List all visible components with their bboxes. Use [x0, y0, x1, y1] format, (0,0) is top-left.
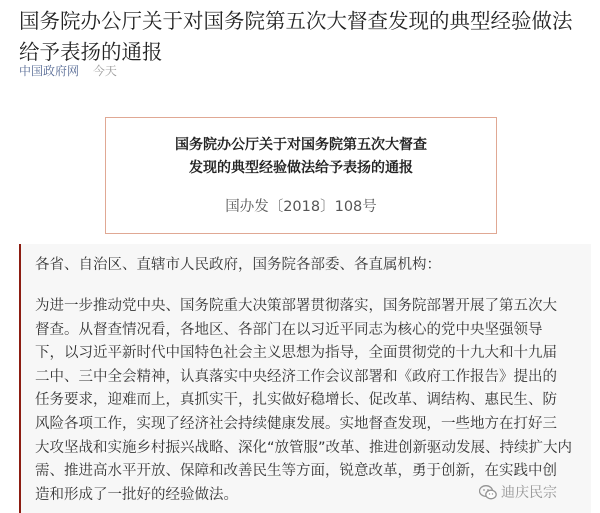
article-title: 国务院办公厅关于对国务院第五次大督查发现的典型经验做法给予表扬的通报 — [19, 9, 573, 64]
wechat-icon — [479, 485, 497, 500]
document-number: 国办发〔2018〕108号 — [225, 199, 377, 215]
paragraph-line: 任务要求，迎难而上，真抓实干，扎实做好稳增长、促改革、调结构、惠民生、防 — [35, 392, 557, 409]
source-link[interactable]: 中国政府网 — [19, 64, 80, 78]
article-meta — [19, 63, 117, 79]
document-body — [19, 244, 591, 513]
document-header-box — [105, 117, 497, 234]
paragraph-line: 督查。从督查情况看，各地区、各部门在以习近平同志为核心的党中央坚强领导 — [35, 321, 543, 338]
document-title — [106, 134, 496, 180]
paragraph-line: 下，以习近平新时代中国特色社会主义思想为指导，全面贯彻党的十九大和十九届 — [35, 345, 557, 362]
account-watermark — [479, 482, 557, 502]
document-title-line-2: 发现的典型经验做法给予表扬的通报 — [189, 160, 413, 176]
paragraph-line: 二中、三中全会精神，认真落实中央经济工作会议部署和《政府工作报告》提出的 — [35, 368, 557, 385]
salutation: 各省、自治区、直辖市人民政府，国务院各部委、各直属机构： — [35, 257, 441, 273]
paragraph-line: 为进一步推动党中央、国务院重大决策部署贯彻落实，国务院部署开展了第五次大 — [35, 298, 557, 314]
publish-time: 今天 — [92, 64, 117, 78]
body-paragraph — [35, 295, 585, 507]
paragraph-line: 需、推进高水平开放、保障和改善民生等方面，锐意改革，勇于创新，在实践中创 — [35, 463, 557, 480]
paragraph-line: 风险各项工作，实现了经济社会持续健康发展。实地督查发现，一些地方在打好三 — [35, 415, 557, 432]
document-title-line-1: 国务院办公厅关于对国务院第五次大督查 — [175, 137, 427, 153]
watermark-text: 迪庆民宗 — [501, 485, 557, 501]
paragraph-line: 造和形成了一批好的经验做法。 — [35, 486, 238, 503]
paragraph-line: 大攻坚战和实施乡村振兴战略、深化“放管服”改革、推进创新驱动发展、持续扩大内 — [35, 439, 573, 456]
